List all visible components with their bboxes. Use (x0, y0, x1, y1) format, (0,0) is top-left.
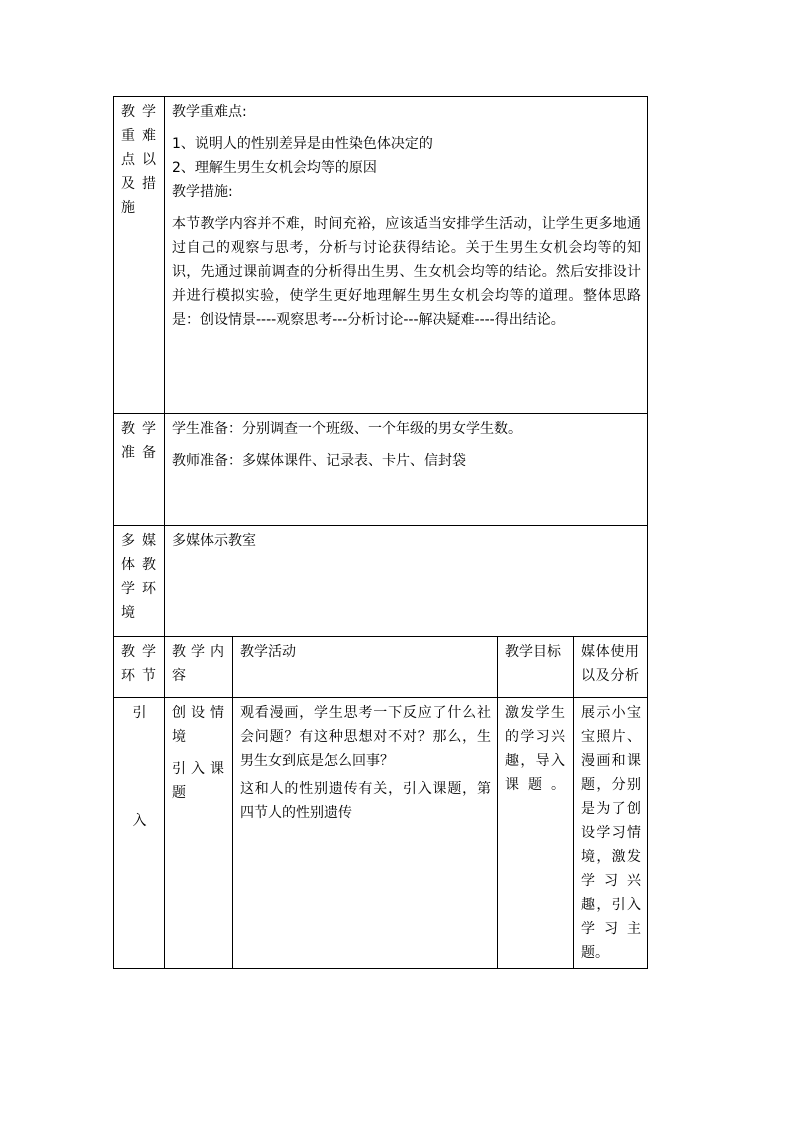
intro-media-text: 展示小宝宝照片、漫画和课题，分别是为了创设学习情境，激发学习兴趣，引入学习主题。 (581, 705, 642, 961)
prep-content (165, 414, 648, 526)
intro-stage (114, 698, 165, 969)
measures-text: 本节教学内容并不难，时间充裕，应该适当安排学生活动，让学生更多地通过自己的观察与思考，分析与讨论获得结论。关于生男生女机会均等的知识，先通过课前调查的分析得出生男、生女机会均等的结论。然后安排设计并进行模拟实验，使学生更好地理解生男生女机会均等的道理。整体思路是：创设情景----观察思考---分析讨论---解决疑难----得出结论。 (172, 216, 642, 328)
intro-activity (233, 698, 498, 969)
focus-label (114, 97, 165, 414)
focus-content (165, 97, 648, 414)
stage-header-row (114, 637, 648, 698)
intro-content-1: 创设情境 (172, 705, 224, 745)
intro-goal-text: 激发学生的学习兴趣，导入课题。 (505, 705, 565, 793)
measures-heading: 教学措施: (172, 184, 233, 200)
focus-point-2: 2、理解生男生女机会均等的原因 (172, 160, 377, 176)
header-content-text: 教学内容 (172, 644, 224, 684)
header-activity: 教学活动 (233, 637, 498, 698)
intro-media (574, 698, 648, 969)
intro-row (114, 698, 648, 969)
prep-label (114, 414, 165, 526)
prep-teacher: 教师准备：多媒体课件、记录表、卡片、信封袋 (172, 453, 466, 469)
lesson-plan-table (113, 96, 648, 969)
env-label-text: 多媒体教学环境 (121, 533, 156, 621)
intro-stage-char-2: 入 (132, 813, 147, 829)
prep-label-text: 教学准备 (121, 421, 156, 461)
prep-row (114, 414, 648, 526)
env-row (114, 526, 648, 637)
intro-goal (498, 698, 574, 969)
intro-content (165, 698, 233, 969)
intro-activity-2: 这和人的性别遗传有关，引入课题，第四节人的性别遗传 (240, 781, 491, 821)
header-media (574, 637, 648, 698)
focus-row (114, 97, 648, 414)
header-content (165, 637, 233, 698)
env-content (165, 526, 648, 637)
env-label (114, 526, 165, 637)
header-stage-text: 教学环节 (121, 644, 156, 684)
focus-label-text: 教学重难点以及措施 (121, 104, 156, 216)
lesson-plan-page (113, 96, 647, 969)
header-media-text: 媒体使用以及分析 (581, 644, 640, 684)
focus-point-1: 1、说明人的性别差异是由性染色体决定的 (172, 136, 433, 152)
intro-content-2: 引入课题 (172, 761, 224, 801)
env-text: 多媒体示教室 (172, 533, 256, 549)
focus-heading: 教学重难点: (172, 104, 247, 120)
header-goal: 教学目标 (498, 637, 574, 698)
intro-activity-1: 观看漫画，学生思考一下反应了什么社会问题？有这种思想对不对？那么，生男生女到底是怎么回事？ (240, 705, 491, 769)
intro-stage-char-1: 引 (132, 705, 147, 721)
prep-student: 学生准备：分别调查一个班级、一个年级的男女学生数。 (172, 421, 522, 437)
header-stage (114, 637, 165, 698)
